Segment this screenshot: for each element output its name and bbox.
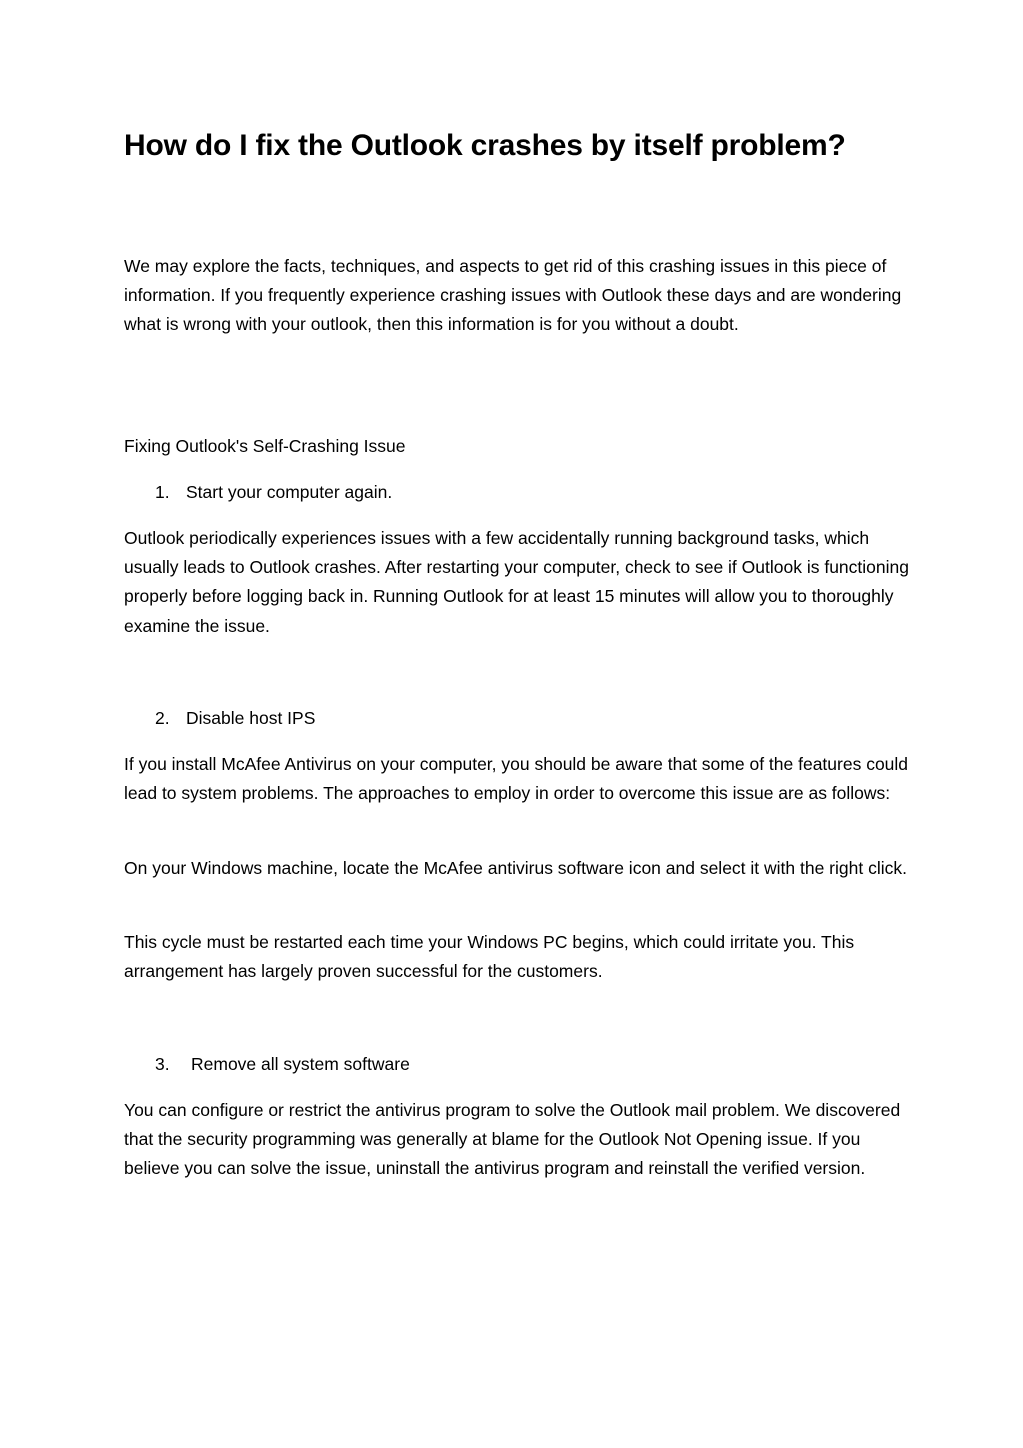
list-number: 3. bbox=[155, 1054, 170, 1074]
section-heading: Fixing Outlook's Self-Crashing Issue bbox=[124, 436, 406, 456]
step-2-paragraph-1: If you install McAfee Antivirus on your computer, you should be aware that some of the features could lead to system problems. The approaches to employ in order to overcome this issue are as follows: bbox=[124, 754, 909, 804]
step-2-paragraph-2: On your Windows machine, locate the McAfee antivirus software icon and select it with the right click. bbox=[124, 858, 907, 878]
step-2-paragraph-3: This cycle must be restarted each time your Windows PC begins, which could irritate you. This arrangement has largely proven successful for the customers. bbox=[124, 932, 855, 982]
intro-paragraph: We may explore the facts, techniques, and aspects to get rid of this crashing issues in this piece of information. If you frequently experience crashing issues with Outlook these days and are wondering what is wrong with your outlook, then this information is for you without a doubt. bbox=[124, 256, 902, 335]
list-number: 2. bbox=[155, 708, 170, 728]
step-3-paragraph: You can configure or restrict the antivirus program to solve the Outlook mail problem. We discovered that the security programming was generally at blame for the Outlook Not Opening issue. If you believe you can solve the issue, uninstall the antivirus program and reinstall the verified version. bbox=[124, 1100, 901, 1179]
step-1-paragraph: Outlook periodically experiences issues with a few accidentally running background tasks, which usually leads to Outlook crashes. After restarting your computer, check to see if Outlook is functioning properly before logging back in. Running Outlook for at least 15 minutes will allow you to thoroughly examine the issue. bbox=[124, 528, 909, 636]
list-item-step-1 bbox=[155, 478, 392, 507]
list-number: 1. bbox=[155, 482, 170, 502]
list-item-step-2 bbox=[155, 704, 315, 733]
page-title: How do I fix the Outlook crashes by itself problem? bbox=[124, 129, 846, 162]
list-item-step-3 bbox=[155, 1050, 410, 1079]
list-item-label: Start your computer again. bbox=[186, 482, 393, 502]
list-item-label: Disable host IPS bbox=[186, 708, 316, 728]
list-item-label: Remove all system software bbox=[191, 1054, 410, 1074]
